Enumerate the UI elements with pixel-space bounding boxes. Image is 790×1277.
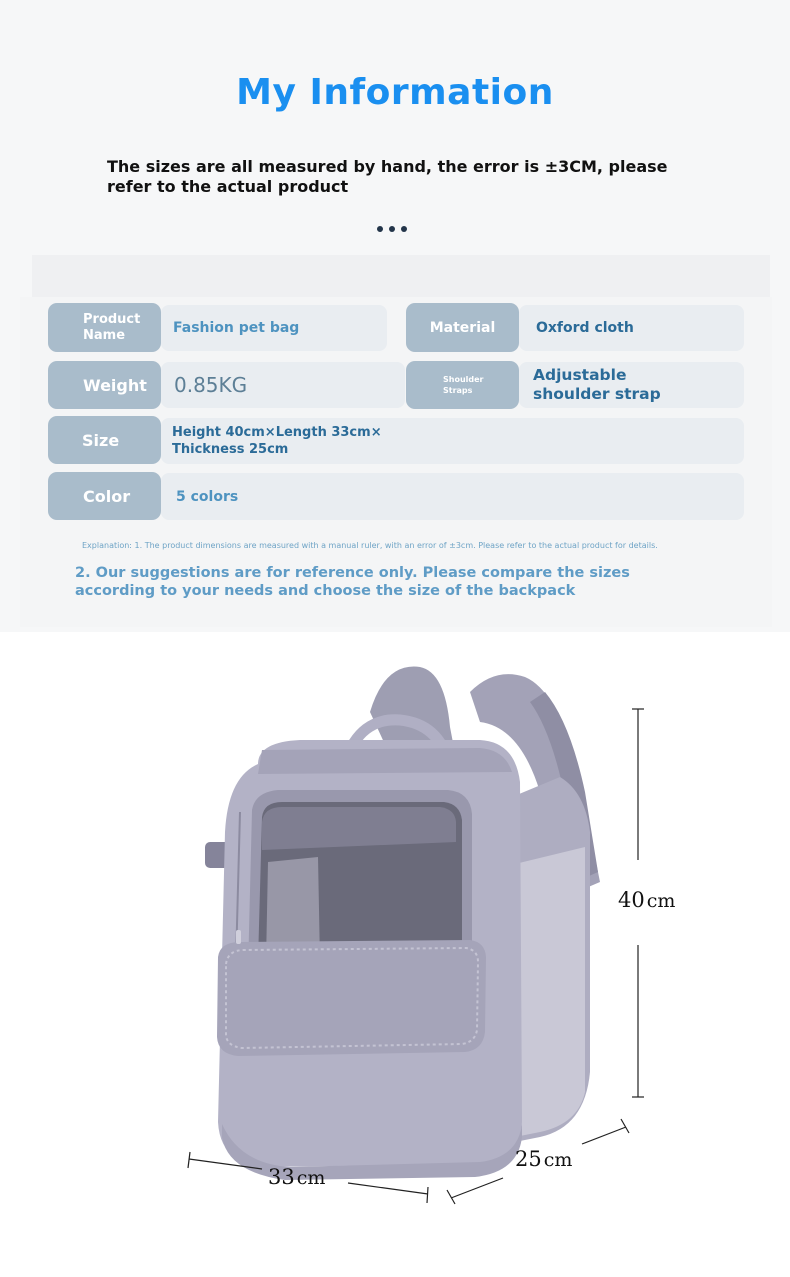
spec-label-shoulder-straps [406, 361, 519, 409]
spec-label-text: Weight [83, 375, 147, 395]
spec-label-material [406, 303, 519, 352]
dimension-unit: cm [646, 890, 676, 912]
divider-band [32, 255, 770, 297]
spec-value-text: Height 40cm×Length 33cm× Thickness 25cm [172, 425, 382, 457]
page-title: My Information [236, 72, 554, 113]
dimension-unit: cm [543, 1149, 573, 1171]
spec-label-text: Shoulder Straps [443, 375, 484, 395]
spec-label-text: Color [83, 486, 131, 506]
spec-value-shoulder-straps [519, 362, 744, 408]
spec-value-weight [161, 362, 405, 408]
spec-value-size [161, 418, 744, 464]
spec-label-weight [48, 361, 161, 409]
spec-value-product-name [161, 305, 387, 351]
explanation-note-1: Explanation: 1. The product dimensions are measured with a manual ruler, with an error of ±3cm. Please refer to the actual product for details. [82, 541, 658, 550]
thickness-dimension-label [515, 1147, 572, 1171]
dimension-value: 33 [268, 1165, 295, 1189]
dimension-value: 25 [515, 1147, 542, 1171]
spec-label-size [48, 416, 161, 464]
spec-value-color [161, 473, 744, 520]
spec-label-text: Size [82, 430, 120, 450]
pet-backpack-illustration [0, 632, 790, 1277]
spec-value-text: Adjustable shoulder strap [533, 366, 661, 403]
spec-value-text: Fashion pet bag [173, 320, 300, 336]
explanation-note-2: 2. Our suggestions are for reference only. Please compare the sizes according to your needs and choose the size of the backpack [75, 565, 630, 599]
dimension-unit: cm [296, 1167, 326, 1189]
spec-value-material [519, 305, 744, 351]
spec-value-text: Oxford cloth [536, 320, 634, 336]
spec-label-text: Material [429, 319, 496, 336]
spec-value-text: 5 colors [176, 488, 239, 505]
spec-value-text: 0.85KG [174, 373, 248, 397]
spec-label-text: Product Name [83, 311, 141, 343]
spec-label-color [48, 472, 161, 520]
measurement-note: The sizes are all measured by hand, the error is ±3CM, please refer to the actual product [107, 157, 668, 196]
dimension-value: 40 [618, 888, 645, 912]
height-dimension-label [618, 888, 675, 912]
ellipsis-dots-icon [377, 226, 407, 232]
product-photo-area [0, 632, 790, 1277]
length-dimension-label [268, 1165, 325, 1189]
spec-label-product-name [48, 303, 161, 352]
